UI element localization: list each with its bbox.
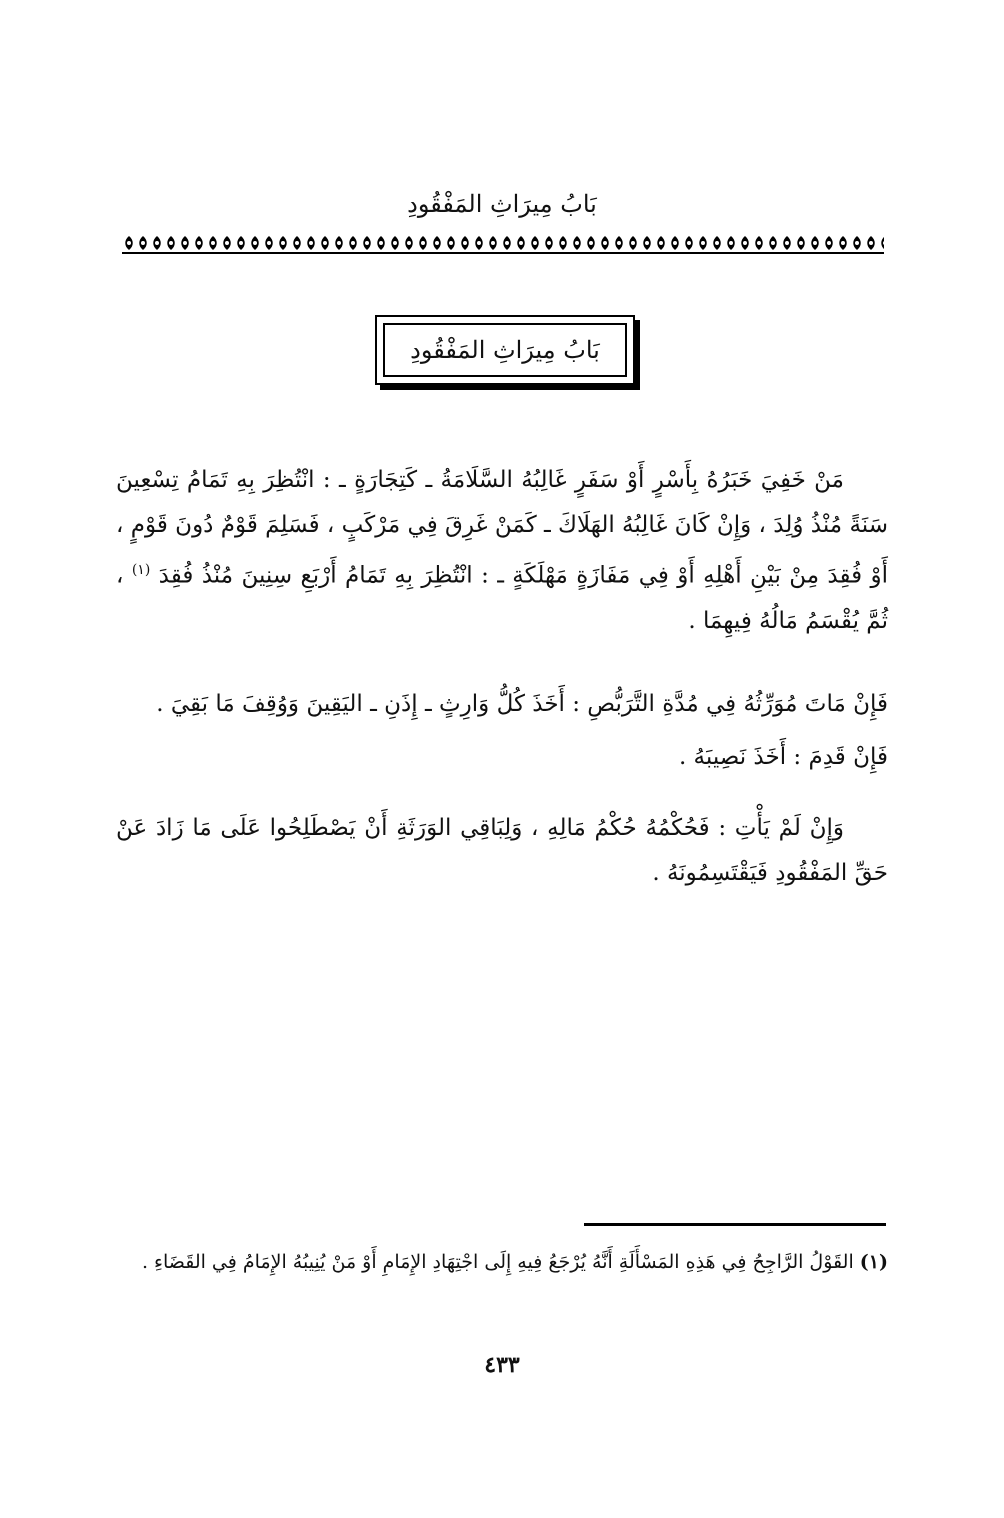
footnote-number: (١) bbox=[859, 1251, 888, 1273]
paragraph-1-tail: ، ثُمَّ يُقْسَمُ مَالُهُ فِيهِمَا . bbox=[116, 562, 888, 634]
running-header: بَابُ مِيرَاثِ المَفْقُودِ bbox=[407, 190, 597, 218]
paragraph-4: وَإِنْ لَمْ يَأْتِ : فَحُكْمُهُ حُكْمُ مَالِهِ ، وَلِبَاقِي الوَرَثَةِ أَنْ يَصْطَلِحُوا عَلَى مَا زَادَ عَنْ حَقِّ المَفْقُودِ فَيَقْتَسِمُونَهُ . bbox=[116, 815, 888, 886]
paragraph-1 bbox=[116, 458, 888, 644]
chapter-title-frame bbox=[375, 315, 635, 385]
footnote-marker: (١) bbox=[131, 562, 151, 578]
page-number: ٤٣٣ bbox=[484, 1352, 520, 1378]
footnote-text: القَوْلُ الرَّاجِحُ فِي هَذِهِ المَسْأَلَةِ أَنَّهُ يُرْجَعُ فِيهِ إِلَى اجْتِهَادِ الإِمَامِ أَوْ مَنْ يُنِيبُهُ الإِمَامُ فِي القَضَاءِ . bbox=[141, 1251, 854, 1273]
paragraph-3: فَإِنْ قَدِمَ : أَخَذَ نَصِيبَهُ . bbox=[678, 744, 888, 770]
footnote bbox=[116, 1240, 888, 1284]
paragraph-2: فَإِنْ مَاتَ مُوَرِّثُهُ فِي مُدَّةِ التَّرَبُّصِ : أَخَذَ كُلُّ وَارِثٍ ـ إِذَنِ ـ اليَقِينَ وَوُقِفَ مَا بَقِيَ . bbox=[156, 691, 888, 717]
chapter-title: بَابُ مِيرَاثِ المَفْقُودِ bbox=[383, 323, 627, 377]
footnote-separator bbox=[584, 1223, 886, 1226]
ornamental-divider bbox=[122, 234, 884, 254]
paragraph-1-text: مَنْ خَفِيَ خَبَرُهُ بِأَسْرٍ أَوْ سَفَرٍ غَالِبُهُ السَّلَامَةُ ـ كَتِجَارَةٍ ـ : انْتُظِرَ بِهِ تَمَامُ تِسْعِينَ سَنَةً مُنْذُ وُلِدَ ، وَإِنْ كَانَ غَالِبُهُ الهَلَاكَ ـ كَمَنْ غَرِقَ فِي مَرْكَبٍ ، فَسَلِمَ قَوْمٌ دُونَ قَوْمٍ ، أَوْ فُقِدَ مِنْ بَيْنِ أَهْلِهِ أَوْ فِي مَفَازَةٍ مَهْلَكَةٍ ـ : انْتُظِرَ بِهِ تَمَامُ أَرْبَعِ سِنِينَ مُنْذُ فُقِدَ bbox=[116, 467, 888, 589]
